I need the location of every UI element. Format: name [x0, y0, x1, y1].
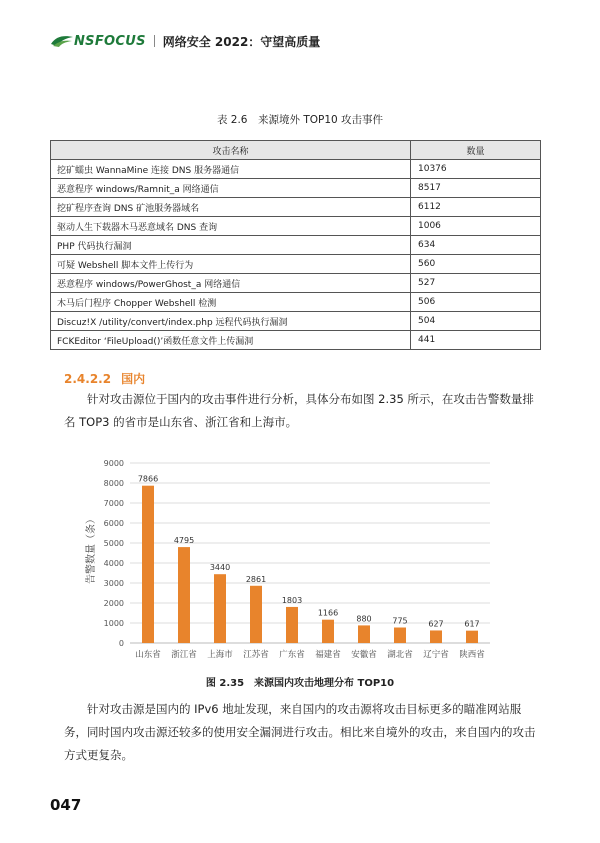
bar [394, 628, 406, 644]
table-row [51, 179, 541, 198]
y-tick-label: 2000 [103, 599, 124, 608]
attack-name-cell: FCKEditor ‘FileUpload()’函数任意文件上传漏洞 [51, 331, 411, 350]
table-row [51, 331, 541, 350]
count-cell: 560 [411, 255, 541, 274]
count-cell: 10376 [411, 160, 541, 179]
bar [178, 547, 190, 643]
x-tick-label: 陕西省 [459, 650, 485, 660]
x-tick-label: 福建省 [315, 650, 341, 660]
figure-caption: 图 2.35 来源国内攻击地理分布 TOP10 [205, 678, 395, 689]
attack-name-cell: 木马后门程序 Chopper Webshell 检测 [51, 293, 411, 312]
header-divider [154, 35, 155, 47]
page-header [50, 30, 320, 52]
table-row [51, 293, 541, 312]
count-cell: 506 [411, 293, 541, 312]
column-header-attack-name: 攻击名称 [51, 141, 411, 160]
logo-mark-icon [50, 34, 74, 48]
bar-data-label: 880 [356, 614, 372, 624]
count-cell: 6112 [411, 198, 541, 217]
table-row [51, 217, 541, 236]
count-cell: 527 [411, 274, 541, 293]
bar-data-label: 627 [428, 619, 444, 629]
bar-data-label: 775 [392, 616, 408, 626]
bar-data-label: 2861 [245, 574, 267, 584]
bar-data-label: 1166 [317, 608, 339, 618]
y-tick-label: 8000 [103, 479, 124, 488]
intro-paragraph: 针对攻击源位于国内的攻击事件进行分析，具体分布如图 2.35 所示，在攻击告警数量排名 TOP3 的省市是山东省、浙江省和上海市。 [64, 392, 534, 429]
attack-name-cell: 挖矿程序查询 DNS 矿池服务器域名 [51, 198, 411, 217]
table-header-row [51, 141, 541, 160]
y-tick-label: 5000 [103, 539, 124, 548]
attack-events-table [50, 140, 541, 350]
bar [322, 620, 334, 643]
bar [286, 607, 298, 643]
table-row [51, 312, 541, 331]
count-cell: 8517 [411, 179, 541, 198]
x-tick-label: 山东省 [135, 650, 161, 660]
y-tick-label: 1000 [103, 619, 124, 628]
bar [214, 574, 226, 643]
x-tick-label: 浙江省 [171, 650, 197, 660]
bar [466, 631, 478, 643]
attack-name-cell: PHP 代码执行漏洞 [51, 236, 411, 255]
attack-name-cell: 恶意程序 windows/PowerGhost_a 网络通信 [51, 274, 411, 293]
section-title: 国内 [121, 372, 146, 386]
bar [142, 486, 154, 643]
attack-name-cell: 可疑 Webshell 脚本文件上传行为 [51, 255, 411, 274]
x-tick-label: 上海市 [207, 650, 233, 660]
x-tick-label: 辽宁省 [423, 650, 449, 660]
table-row [51, 160, 541, 179]
bar-data-label: 7866 [137, 474, 159, 484]
y-tick-label: 3000 [103, 579, 124, 588]
y-tick-label: 4000 [103, 559, 124, 568]
bar [358, 625, 370, 643]
table-row [51, 274, 541, 293]
y-axis-label: 告警数量（条） [86, 514, 97, 584]
bar-data-label: 1803 [281, 595, 303, 605]
y-tick-label: 0 [118, 639, 124, 648]
page-number: 047 [50, 796, 82, 814]
nsfocus-logo [50, 34, 146, 49]
table-row [51, 236, 541, 255]
table-caption: 表 2.6 来源境外 TOP10 攻击事件 [216, 114, 384, 126]
bar-data-label: 3440 [209, 563, 231, 573]
bar [430, 630, 442, 643]
section-number: 2.4.2.2 [64, 372, 112, 386]
table-row [51, 255, 541, 274]
bar-data-label: 4795 [173, 536, 195, 546]
count-cell: 1006 [411, 217, 541, 236]
count-cell: 504 [411, 312, 541, 331]
bar [250, 586, 262, 643]
x-tick-label: 湖北省 [387, 650, 413, 660]
bar-data-label: 617 [464, 619, 480, 629]
y-tick-label: 7000 [103, 499, 124, 508]
attack-name-cell: Discuz!X /utility/convert/index.php 远程代码执行漏洞 [51, 312, 411, 331]
logo-text: NSFOCUS [74, 33, 146, 49]
section-heading [64, 370, 155, 387]
conclusion-paragraph: 针对攻击源是国内的 IPv6 地址发现，来自国内的攻击源将攻击目标更多的瞄准网站服务，同时国内攻击源还较多的使用安全漏洞进行攻击。相比来自境外的攻击，来自国内的攻击方式更复杂。 [64, 702, 536, 762]
x-tick-label: 安徽省 [351, 650, 377, 660]
column-header-count: 数量 [411, 141, 541, 160]
x-tick-label: 江苏省 [243, 650, 269, 660]
header-title: 网络安全 2022：守望高质量 [162, 34, 321, 49]
y-tick-label: 9000 [103, 459, 124, 468]
attack-name-cell: 恶意程序 windows/Ramnit_a 网络通信 [51, 179, 411, 198]
province-bar-chart [78, 450, 498, 672]
count-cell: 441 [411, 331, 541, 350]
table-row [51, 198, 541, 217]
count-cell: 634 [411, 236, 541, 255]
attack-name-cell: 驱动人生下载器木马恶意域名 DNS 查询 [51, 217, 411, 236]
x-tick-label: 广东省 [279, 650, 305, 660]
y-tick-label: 6000 [103, 519, 124, 528]
attack-name-cell: 挖矿蠕虫 WannaMine 连接 DNS 服务器通信 [51, 160, 411, 179]
